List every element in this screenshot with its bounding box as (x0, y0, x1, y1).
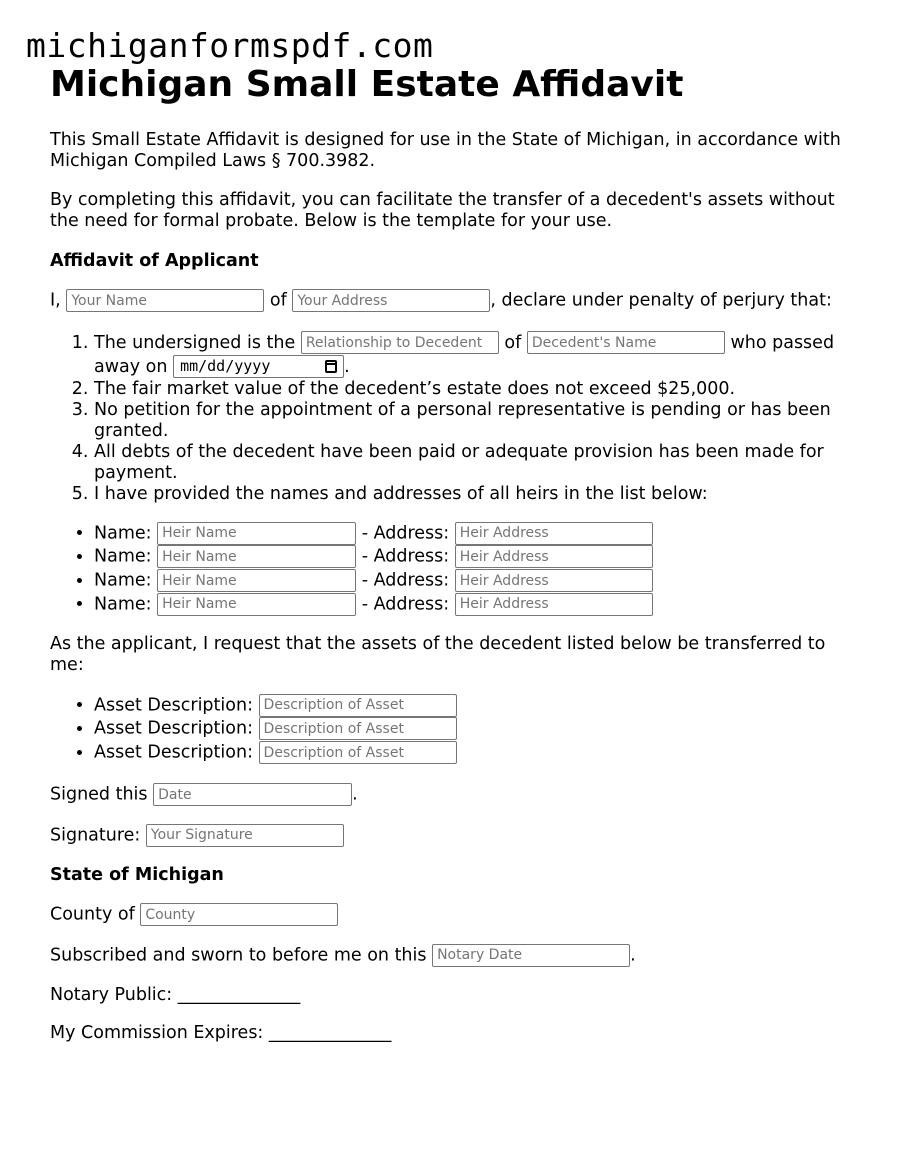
declaration-of: of (269, 290, 287, 311)
statement-1 (94, 331, 860, 379)
heir-item (94, 593, 860, 617)
heir-address-input[interactable] (455, 569, 653, 592)
heir-item (94, 569, 860, 593)
sworn-end: . (630, 945, 636, 966)
asset-label: Asset Description: (94, 742, 253, 763)
asset-label: Asset Description: (94, 718, 253, 739)
calendar-icon[interactable] (325, 360, 337, 373)
statement-5: 5. I have provided the names and addresses of all heirs in the list below: (94, 484, 860, 505)
signed-label: Signed this (50, 784, 148, 805)
intro-paragraph-2: By completing this affidavit, you can facilitate the transfer of a decedent's assets without the need for formal probate. Below is the template for your use. (50, 190, 835, 231)
statement-1-end: . (344, 356, 350, 377)
statement-2: 2. The fair market value of the decedent’s estate does not exceed $25,000. (94, 379, 860, 400)
heir-address-label: - Address: (361, 594, 450, 615)
statement-1-text-b: who passed away on (94, 332, 835, 377)
asset-label: Asset Description: (94, 695, 253, 716)
asset-item (94, 694, 860, 718)
asset-description-input[interactable] (259, 741, 457, 764)
county-label: County of (50, 904, 135, 925)
asset-item (94, 741, 860, 765)
sworn-line (50, 944, 860, 968)
date-placeholder: mm/dd/yyyy (180, 357, 271, 375)
heir-name-label: Name: (94, 570, 152, 591)
page-title: Michigan Small Estate Affidavit (50, 64, 684, 105)
declaration-suffix: , declare under penalty of perjury that: (490, 290, 832, 311)
declaration-line (50, 289, 860, 313)
heirs-list (50, 522, 860, 617)
heir-address-input[interactable] (455, 545, 653, 568)
declaration-prefix: I, (50, 290, 61, 311)
affidavit-statements (50, 331, 860, 505)
your-name-input[interactable] (66, 289, 264, 312)
statement-1-of: of (504, 332, 522, 353)
signature-label: Signature: (50, 825, 141, 846)
heir-name-input[interactable] (157, 545, 356, 568)
assets-list (50, 694, 860, 765)
asset-item (94, 717, 860, 741)
county-line (50, 903, 860, 927)
statement-1-text-a: The undersigned is the (94, 332, 296, 353)
applicant-heading: Affidavit of Applicant (50, 251, 259, 271)
signed-line (50, 783, 860, 807)
heir-name-label: Name: (94, 523, 152, 543)
affidavit-document (50, 60, 860, 1044)
heir-address-label: - Address: (361, 570, 450, 591)
state-heading: State of Michigan (50, 865, 224, 886)
heir-address-input[interactable] (455, 593, 653, 616)
commission-expires-line: My Commission Expires: ______________ (50, 1023, 392, 1044)
county-input[interactable] (140, 903, 338, 926)
decedent-name-input[interactable] (527, 331, 725, 354)
heir-item (94, 545, 860, 569)
watermark-text: michiganformspdf.com (26, 26, 434, 65)
asset-description-input[interactable] (259, 694, 457, 717)
heir-name-label: Name: (94, 594, 152, 615)
heir-name-input[interactable] (157, 593, 356, 616)
heir-item (94, 522, 860, 546)
intro-paragraph-1: This Small Estate Affidavit is designed for use in the State of Michigan, in accordance with Michigan Compiled Laws § 700.3982. (50, 130, 841, 171)
date-of-death-input[interactable] (173, 355, 344, 378)
notary-date-input[interactable] (432, 944, 630, 967)
heir-name-input[interactable] (157, 522, 356, 545)
sworn-label: Subscribed and sworn to before me on this (50, 945, 427, 966)
heir-address-label: - Address: (361, 546, 450, 567)
signed-end: . (352, 784, 358, 805)
heir-name-input[interactable] (157, 569, 356, 592)
your-address-input[interactable] (292, 289, 490, 312)
relationship-input[interactable] (301, 331, 499, 354)
signed-date-input[interactable] (153, 783, 352, 806)
signature-line (50, 824, 860, 848)
asset-description-input[interactable] (259, 717, 457, 740)
signature-input[interactable] (146, 824, 344, 847)
transfer-request: As the applicant, I request that the assets of the decedent listed below be transferred to me: (50, 633, 826, 675)
heir-address-input[interactable] (455, 522, 653, 545)
heir-name-label: Name: (94, 546, 152, 567)
statement-4: 4. All debts of the decedent have been paid or adequate provision has been made for payment. (94, 442, 860, 484)
heir-address-label: - Address: (361, 523, 450, 543)
notary-public-line: Notary Public: ______________ (50, 985, 301, 1006)
statement-3: 3. No petition for the appointment of a personal representative is pending or has been granted. (94, 400, 860, 442)
